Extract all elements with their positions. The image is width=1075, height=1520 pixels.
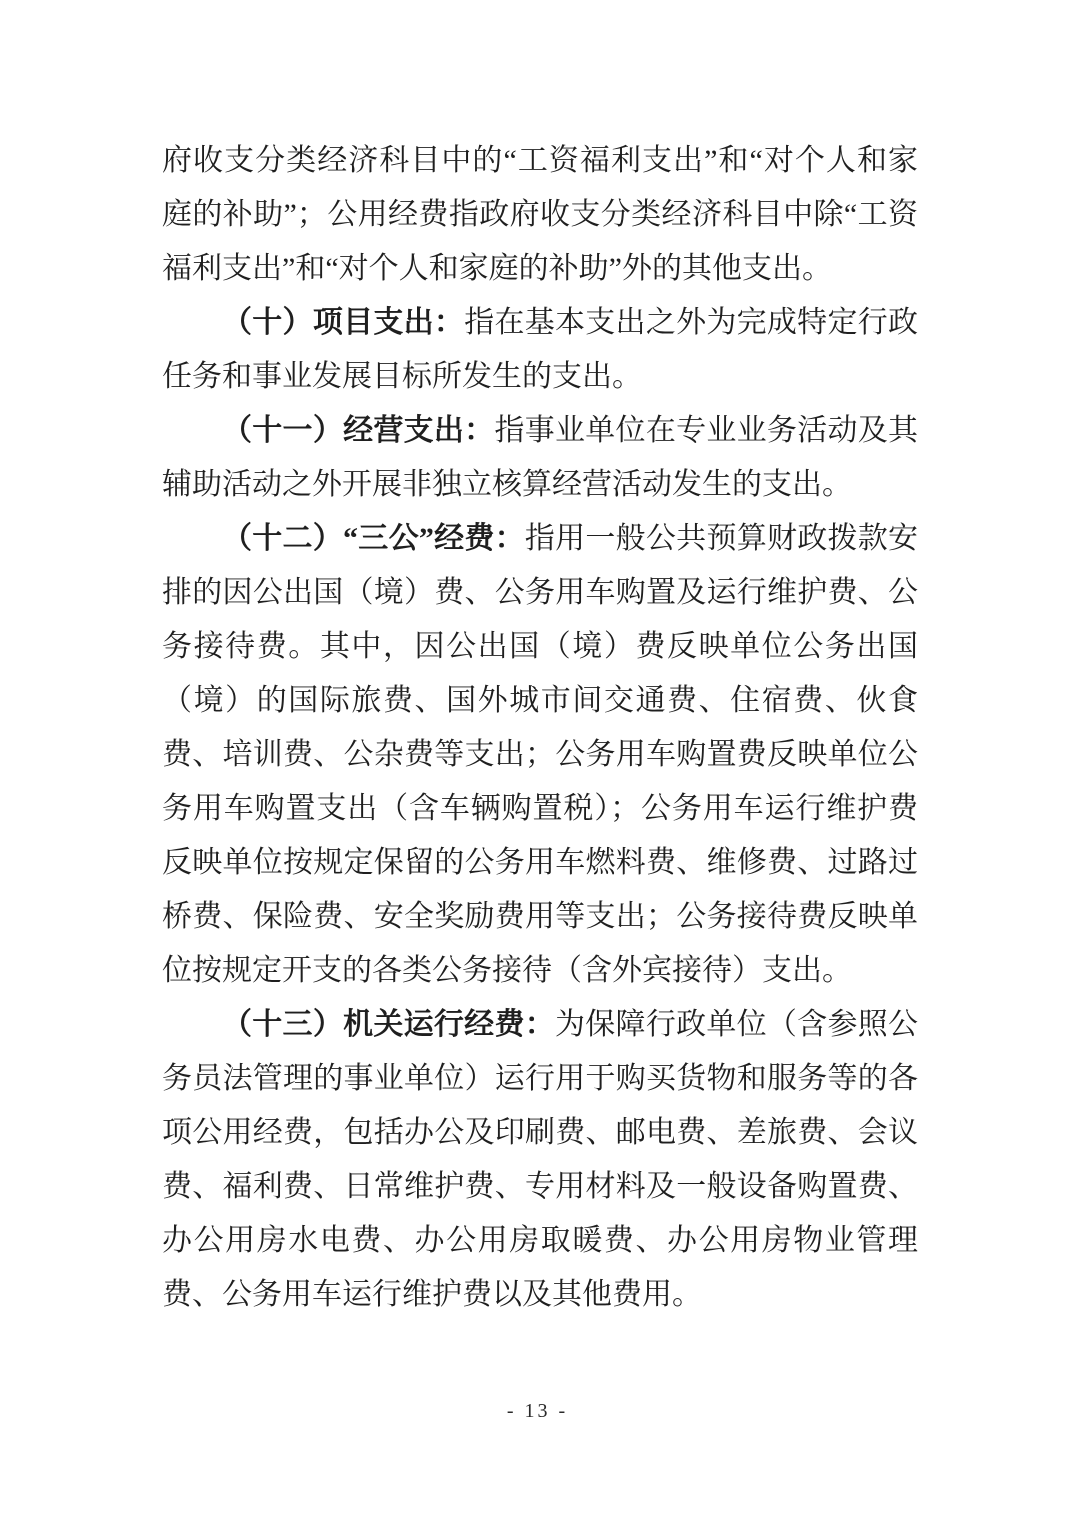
- paragraph-lead: （十）项目支出：: [222, 306, 465, 339]
- document-body: [162, 134, 918, 1322]
- paragraph-lead: （十一）经营支出：: [222, 414, 495, 447]
- page-number: - 13 -: [506, 1400, 569, 1422]
- paragraph-text: 为保障行政单位（含参照公务员法管理的事业单位）运行用于购买货物和服务等的各项公用经费，包括办公及印刷费、邮电费、差旅费、会议费、福利费、日常维护费、专用材料及一般设备购置费、办公用房水电费、办公用房取暖费、办公用房物业管理费、公务用车运行维护费以及其他费用。: [162, 1008, 918, 1311]
- paragraph-text: 府收支分类经济科目中的“工资福利支出”和“对个人和家庭的补助”；公用经费指政府收支分类经济科目中除“工资福利支出”和“对个人和家庭的补助”外的其他支出。: [162, 144, 918, 285]
- paragraph-lead: （十二）“三公”经费：: [222, 522, 525, 555]
- paragraph-item-13: [162, 998, 918, 1322]
- paragraph-item-11: [162, 404, 918, 512]
- paragraph-continuation: [162, 134, 918, 296]
- paragraph-item-12: [162, 512, 918, 998]
- paragraph-text: 指事业单位在专业业务活动及其辅助活动之外开展非独立核算经营活动发生的支出。: [162, 414, 919, 501]
- paragraph-text: 指在基本支出之外为完成特定行政任务和事业发展目标所发生的支出。: [162, 306, 919, 393]
- paragraph-item-10: [162, 296, 918, 404]
- paragraph-text: 指用一般公共预算财政拨款安排的因公出国（境）费、公务用车购置及运行维护费、公务接待费。其中，因公出国（境）费反映单位公务出国（境）的国际旅费、国外城市间交通费、住宿费、伙食费、培训费、公杂费等支出；公务用车购置费反映单位公务用车购置支出（含车辆购置税）；公务用车运行维护费反映单位按规定保留的公务用车燃料费、维修费、过路过桥费、保险费、安全奖励费用等支出；公务接待费反映单位按规定开支的各类公务接待（含外宾接待）支出。: [162, 522, 919, 987]
- paragraph-lead: （十三）机关运行经费：: [222, 1008, 555, 1041]
